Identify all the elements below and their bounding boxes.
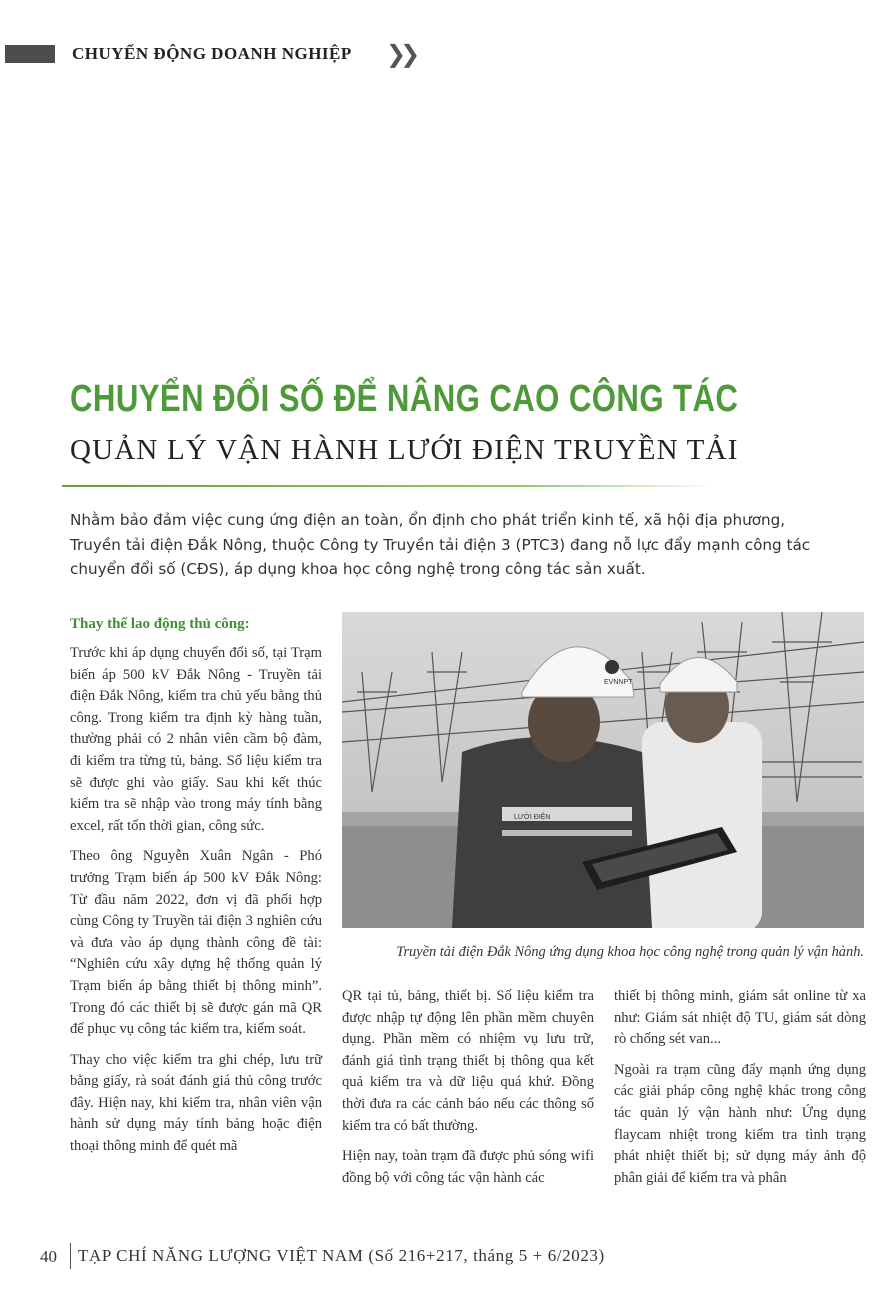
helmet-label: EVNNPT — [604, 679, 633, 686]
paragraph: QR tại tủ, bảng, thiết bị. Số liệu kiểm tra được nhập tự động lên phần mềm chuyên dụng. Phần mềm có nhiệm vụ lưu trữ, đánh giá tình trạng thiết bị thông qua kết quả kiểm tra và dữ liệu quá khứ. Đồng thời đưa ra các cảnh báo nếu các thông số kiểm tra có bất thường. — [342, 988, 594, 1134]
double-chevron-icon: ❯❯ — [386, 40, 415, 68]
lead-paragraph: Nhằm bảo đảm việc cung ứng điện an toàn, ổn định cho phát triển kinh tế, xã hội địa phương, Truyền tải điện Đắk Nông, thuộc Công ty Truyền tải điện 3 (PTC3) đang nỗ lực đẩy mạnh công tác chuyển đổi số (CĐS), áp dụng khoa học công nghệ trong công tác sản xuất. — [70, 511, 811, 578]
photo-caption: Truyền tải điện Đắk Nông ứng dụng khoa học công nghệ trong quản lý vận hành. — [396, 944, 864, 960]
footer-divider — [70, 1243, 71, 1269]
paragraph: Ngoài ra trạm cũng đẩy mạnh ứng dụng các giải pháp công nghệ khác trong công tác quản lý vận hành như: Ứng dụng flaycam nhiệt trong kiểm tra tình trạng phát nhiệt thiết bị; sử dụng máy ảnh độ phân giải để kiểm tra và phân — [614, 1061, 866, 1186]
section-label: CHUYỂN ĐỘNG DOANH NGHIỆP — [72, 44, 352, 63]
section-bar — [5, 45, 55, 63]
paragraph: Hiện nay, toàn trạm đã được phủ sóng wifi đồng bộ với công tác vận hành các — [342, 1148, 594, 1186]
publication-title: TẠP CHÍ NĂNG LƯỢNG VIỆT NAM (Số 216+217, tháng 5 + 6/2023) — [78, 1246, 605, 1265]
column-right — [614, 986, 866, 1198]
headline-line-1: CHUYỂN ĐỔI SỐ ĐỂ NÂNG CAO CÔNG TÁC — [70, 378, 739, 420]
headline-divider — [62, 485, 717, 487]
column-middle — [342, 986, 594, 1198]
page-number: 40 — [40, 1247, 57, 1266]
subheading: Thay thế lao động thủ công: — [70, 616, 250, 632]
column-left — [70, 616, 322, 1167]
article-photo — [342, 612, 864, 928]
paragraph: Trước khi áp dụng chuyển đổi số, tại Trạm biến áp 500 kV Đắk Nông - Truyền tải điện Đắk Nông, kiểm tra chủ yếu bằng thủ công. Trong kiểm tra định kỳ hàng tuần, thường phải có 2 nhân viên cầm bộ đàm, đi kiểm tra từng tủ, bảng. Số liệu kiểm tra sẽ được ghi vào giấy. Sau khi kết thúc kiểm tra sẽ nhập vào trong máy tính bằng excel, rất tốn thời gian, công sức. — [70, 645, 322, 834]
vest-label: LƯỚI ĐIỆN — [514, 814, 551, 821]
paragraph: thiết bị thông minh, giám sát online từ xa như: Giám sát nhiệt độ TU, giám sát dòng rò chống sét van... — [614, 988, 866, 1048]
paragraph: Theo ông Nguyễn Xuân Ngân - Phó trưởng Trạm biến áp 500 kV Đắk Nông: Từ đầu năm 2022, đơn vị đã phối hợp cùng Công ty Truyền tải điện 3 nghiên cứu và đưa vào áp dụng thành công đề tài: “Nghiên cứu xây dựng hệ thống quản lý Trạm biến áp bằng thiết bị thông minh”. Trong đó các thiết bị sẽ được gán mã QR để phục vụ công tác kiểm tra, kiểm soát. — [70, 848, 322, 1038]
photo-illustration — [342, 612, 864, 928]
paragraph: Thay cho việc kiểm tra ghi chép, lưu trữ bằng giấy, rà soát đánh giá thủ công trước đây. Hiện nay, khi kiểm tra, nhân viên vận hành sử dụng máy tính bảng hoặc điện thoại thông minh để quét mã — [70, 1051, 322, 1155]
headline-line-2: QUẢN LÝ VẬN HÀNH LƯỚI ĐIỆN TRUYỀN TẢI — [70, 434, 739, 466]
